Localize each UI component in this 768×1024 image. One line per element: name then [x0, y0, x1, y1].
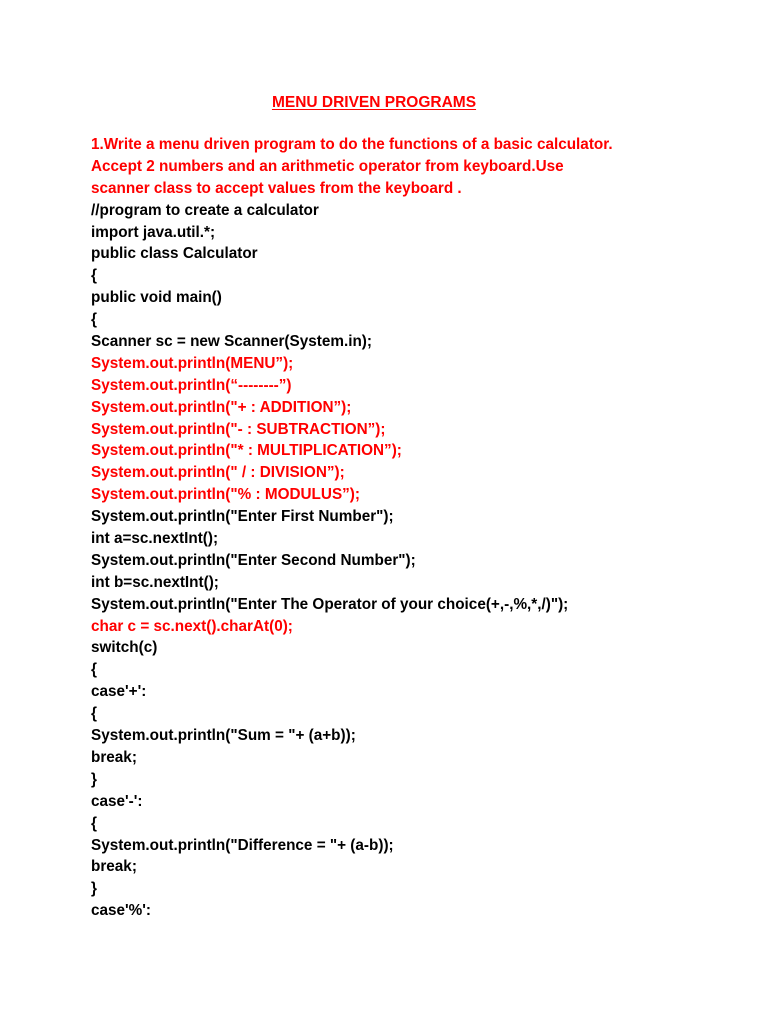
text-line: {	[91, 814, 97, 832]
text-line: int b=sc.nextInt();	[91, 573, 219, 591]
text-line: case'%':	[91, 902, 151, 920]
text-line: import java.util.*;	[91, 223, 216, 241]
text-line: break;	[91, 748, 137, 766]
text-line: case'-':	[91, 792, 143, 810]
text-line: System.out.println("Enter The Operator of your choice(+,-,%,*,/)");	[91, 595, 569, 613]
text-line: Scanner sc = new Scanner(System.in);	[91, 333, 372, 351]
text-line: System.out.println("Enter First Number");	[91, 508, 394, 526]
highlighted-text-line: Accept 2 numbers and an arithmetic operator from keyboard.Use	[91, 157, 564, 175]
text-line: System.out.println("Enter Second Number");	[91, 551, 416, 569]
text-line: System.out.println("Sum = "+ (a+b));	[91, 727, 356, 745]
text-line: {	[91, 661, 97, 679]
text-line: {	[91, 311, 97, 329]
text-line: System.out.println("Difference = "+ (a-b));	[91, 836, 394, 854]
page-title: MENU DRIVEN PROGRAMS	[271, 94, 477, 111]
text-line: {	[91, 267, 97, 285]
highlighted-text-line: System.out.println("* : MULTIPLICATION”);	[91, 442, 402, 460]
text-line: public class Calculator	[91, 245, 258, 263]
highlighted-text-line: System.out.println("% : MODULUS”);	[91, 486, 360, 504]
highlighted-text-line: System.out.println("+ : ADDITION”);	[91, 398, 352, 416]
highlighted-text-line: char c = sc.next().charAt(0);	[91, 617, 293, 635]
highlighted-text-line: System.out.println(" / : DIVISION”);	[91, 464, 345, 482]
text-line: public void main()	[91, 289, 222, 307]
text-line: }	[91, 770, 97, 788]
text-line: int a=sc.nextInt();	[91, 530, 219, 548]
highlighted-text-line: 1.Write a menu driven program to do the functions of a basic calculator.	[91, 136, 613, 153]
text-line: switch(c)	[91, 639, 158, 657]
highlighted-text-line: System.out.println(MENU”);	[91, 354, 294, 372]
text-line: }	[91, 880, 97, 898]
text-line: case'+':	[91, 683, 147, 701]
highlighted-text-line: System.out.println(“--------”)	[91, 376, 292, 394]
document-body	[91, 134, 761, 922]
text-line: break;	[91, 858, 137, 876]
text-line: {	[91, 705, 97, 723]
highlighted-text-line: scanner class to accept values from the keyboard .	[91, 179, 462, 197]
text-line: //program to create a calculator	[91, 201, 319, 219]
highlighted-text-line: System.out.println("- : SUBTRACTION”);	[91, 420, 386, 438]
